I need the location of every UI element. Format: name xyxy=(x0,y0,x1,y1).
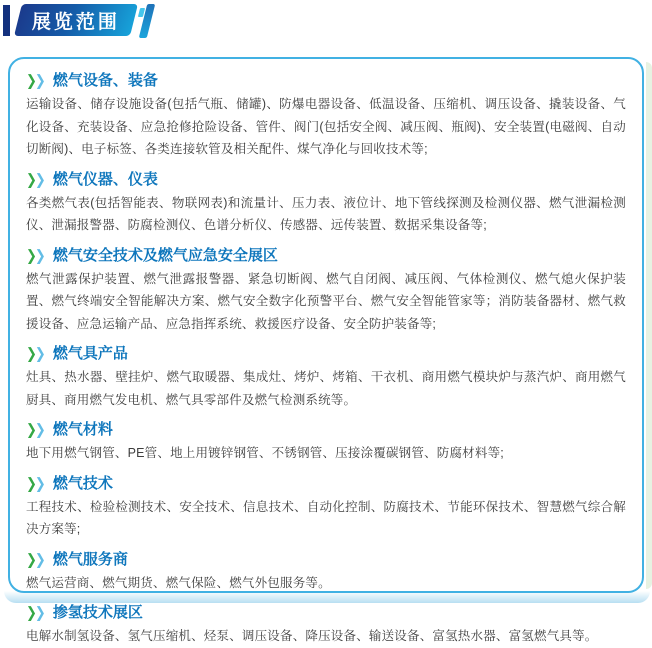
section-heading xyxy=(26,603,626,622)
exhibition-section xyxy=(26,246,626,336)
section-title-text: 燃气技术 xyxy=(52,474,113,492)
page-title: 展览范围 xyxy=(32,11,121,33)
section-badge xyxy=(14,4,138,36)
section-body-text: 工程技术、检验检测技术、安全技术、信息技术、自动化控制、防腐技术、节能环保技术、智慧燃气综合解决方案等; xyxy=(26,499,626,536)
exhibition-section xyxy=(26,420,626,465)
page-header xyxy=(3,4,134,42)
section-heading xyxy=(26,170,626,189)
double-chevron-icon: ❯ xyxy=(34,603,46,622)
exhibition-card xyxy=(8,57,644,643)
double-chevron-icon: ❯ xyxy=(26,344,37,363)
double-chevron-icon: ❯ xyxy=(34,246,46,264)
section-body-text: 灶具、热水器、壁挂炉、燃气取暖器、集成灶、烤炉、烤箱、干衣机、商用燃气模块炉与蒸汽炉、商用燃气厨具、商用燃气发电机、燃气具零部件及燃气检测系统等。 xyxy=(26,370,626,407)
exhibition-section xyxy=(26,71,626,161)
section-title-text: 燃气材料 xyxy=(52,421,113,438)
section-heading xyxy=(26,344,626,363)
double-chevron-icon: ❯ xyxy=(26,474,37,492)
section-heading xyxy=(26,420,626,439)
double-chevron-icon: ❯ xyxy=(26,603,37,622)
section-heading xyxy=(26,550,626,569)
double-chevron-icon: ❯ xyxy=(26,246,37,264)
exhibition-section xyxy=(26,344,626,411)
section-title-text: 燃气仪器、仪表 xyxy=(52,170,158,188)
double-chevron-icon: ❯ xyxy=(34,170,46,188)
double-chevron-icon: ❯ xyxy=(26,420,37,439)
double-chevron-icon: ❯ xyxy=(34,474,46,492)
exhibition-section xyxy=(26,474,626,541)
double-chevron-icon: ❯ xyxy=(34,420,46,439)
section-body-text: 电解水制氢设备、氢气压缩机、烃泵、调压设备、降压设备、输送设备、富氢热水器、富氢燃气具等。 xyxy=(26,629,598,643)
exhibition-section xyxy=(26,603,626,648)
double-chevron-icon: ❯ xyxy=(34,71,46,90)
section-heading xyxy=(26,246,626,265)
header-accent-bar xyxy=(3,5,10,36)
section-heading xyxy=(26,474,626,493)
section-body-text: 运输设备、储存设施设备(包括气瓶、储罐)、防爆电器设备、低温设备、压缩机、调压设备、撬装设备、气化设备、充装设备、应急抢修抢险设备、管件、阀门(包括安全阀、减压阀、瓶阀)、安全装置(电磁阀、自动切断阀)、电子标签、各类连接软管及相关配件、煤气净化与回收技术等; xyxy=(26,97,626,156)
section-title-text: 燃气服务商 xyxy=(52,550,128,568)
section-body-text: 地下用燃气钢管、PE管、地上用镀锌钢管、不锈钢管、压接涂覆碳钢管、防腐材料等; xyxy=(26,446,504,460)
section-heading xyxy=(26,71,626,90)
section-title-text: 燃气安全技术及燃气应急安全展区 xyxy=(52,246,278,264)
right-green-accent-band xyxy=(646,62,652,589)
double-chevron-icon: ❯ xyxy=(26,550,37,568)
section-body-text: 燃气泄露保护装置、燃气泄露报警器、紧急切断阀、燃气自闭阀、减压阀、气体检测仪、燃气熄火保护装置、燃气终端安全智能解决方案、燃气安全数字化预警平台、燃气安全智能管家等；消防装备器材、燃气救援设备、应急运输产品、应急指挥系统、救援医疗设备、安全防护装备等; xyxy=(26,271,626,331)
double-chevron-icon: ❯ xyxy=(26,170,37,188)
section-title-text: 掺氢技术展区 xyxy=(52,604,143,621)
double-chevron-icon: ❯ xyxy=(26,71,37,90)
section-title-text: 燃气具产品 xyxy=(52,345,128,362)
section-body-text: 各类燃气表(包括智能表、物联网表)和流量计、压力表、液位计、地下管线探测及检测仪器、燃气泄漏检测仪、泄漏报警器、防腐检测仪、色谱分析仪、传感器、远传装置、数据采集设备等; xyxy=(26,195,626,232)
section-title-text: 燃气设备、装备 xyxy=(52,72,158,89)
exhibition-section xyxy=(26,550,626,595)
double-chevron-icon: ❯ xyxy=(34,550,46,568)
section-body-text: 燃气运营商、燃气期货、燃气保险、燃气外包服务等。 xyxy=(26,575,331,590)
exhibition-section xyxy=(26,170,626,237)
double-chevron-icon: ❯ xyxy=(34,344,46,363)
